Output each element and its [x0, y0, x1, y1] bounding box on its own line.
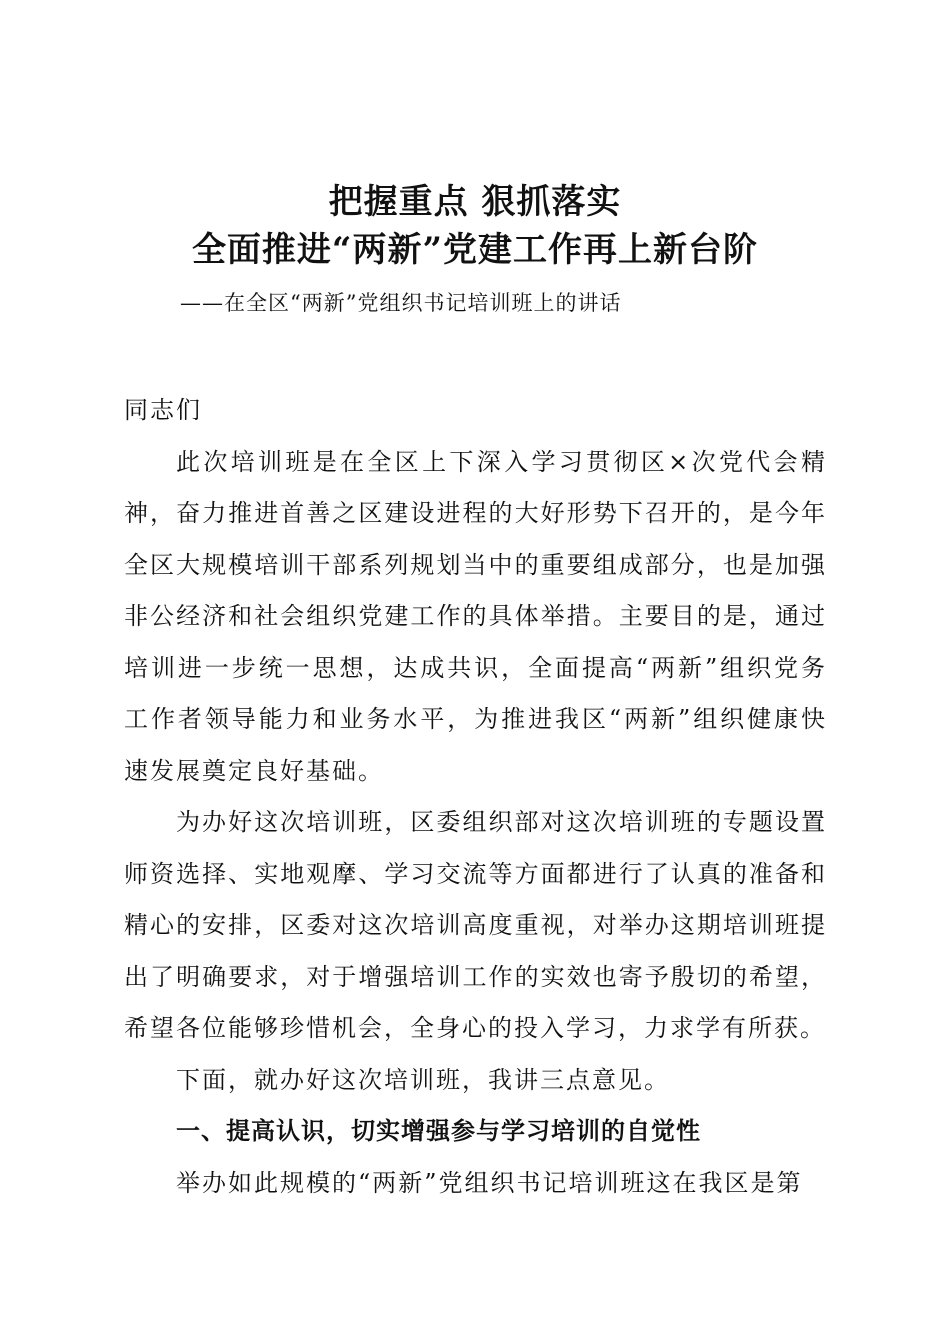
salutation: 同志们 [124, 396, 202, 424]
title-line-1: 把握重点 狠抓落实 [328, 182, 622, 222]
subtitle: ——在全区“两新”党组织书记培训班上的讲话 [180, 291, 622, 315]
section-heading: 一、提高认识，切实增强参与学习培训的自觉性 [176, 1117, 701, 1145]
paragraph-2: 为办好这次培训班，区委组织部对这次培训班的专题设置师资选择、实地观摩、学习交流等方面都进行了认真的准备和精心的安排，区委对这次培训高度重视，对举办这期培训班提出了明确要求，对于增强培训工作的实效也寄予殷切的希望，希望各位能够珍惜机会，全身心的投入学习，力求学有所获。 [124, 808, 827, 1042]
paragraph-1: 此次培训班是在全区上下深入学习贯彻区×次党代会精神，奋力推进首善之区建设进程的大好形势下召开的，是今年全区大规模培训干部系列规划当中的重要组成部分，也是加强非公经济和社会组织党建工作的具体举措。主要目的是，通过培训进一步统一思想，达成共识，全面提高“两新”组织党务工作者领导能力和业务水平，为推进我区“两新”组织健康快速发展奠定良好基础。 [124, 447, 827, 785]
paragraph-3: 下面，就办好这次培训班，我讲三点意见。 [176, 1065, 670, 1094]
title-line-2: 全面推进“两新”党建工作再上新台阶 [191, 230, 759, 270]
document-body [124, 385, 827, 1209]
paragraph-4: 举办如此规模的“两新”党组织书记培训班这在我区是第 [176, 1168, 803, 1197]
